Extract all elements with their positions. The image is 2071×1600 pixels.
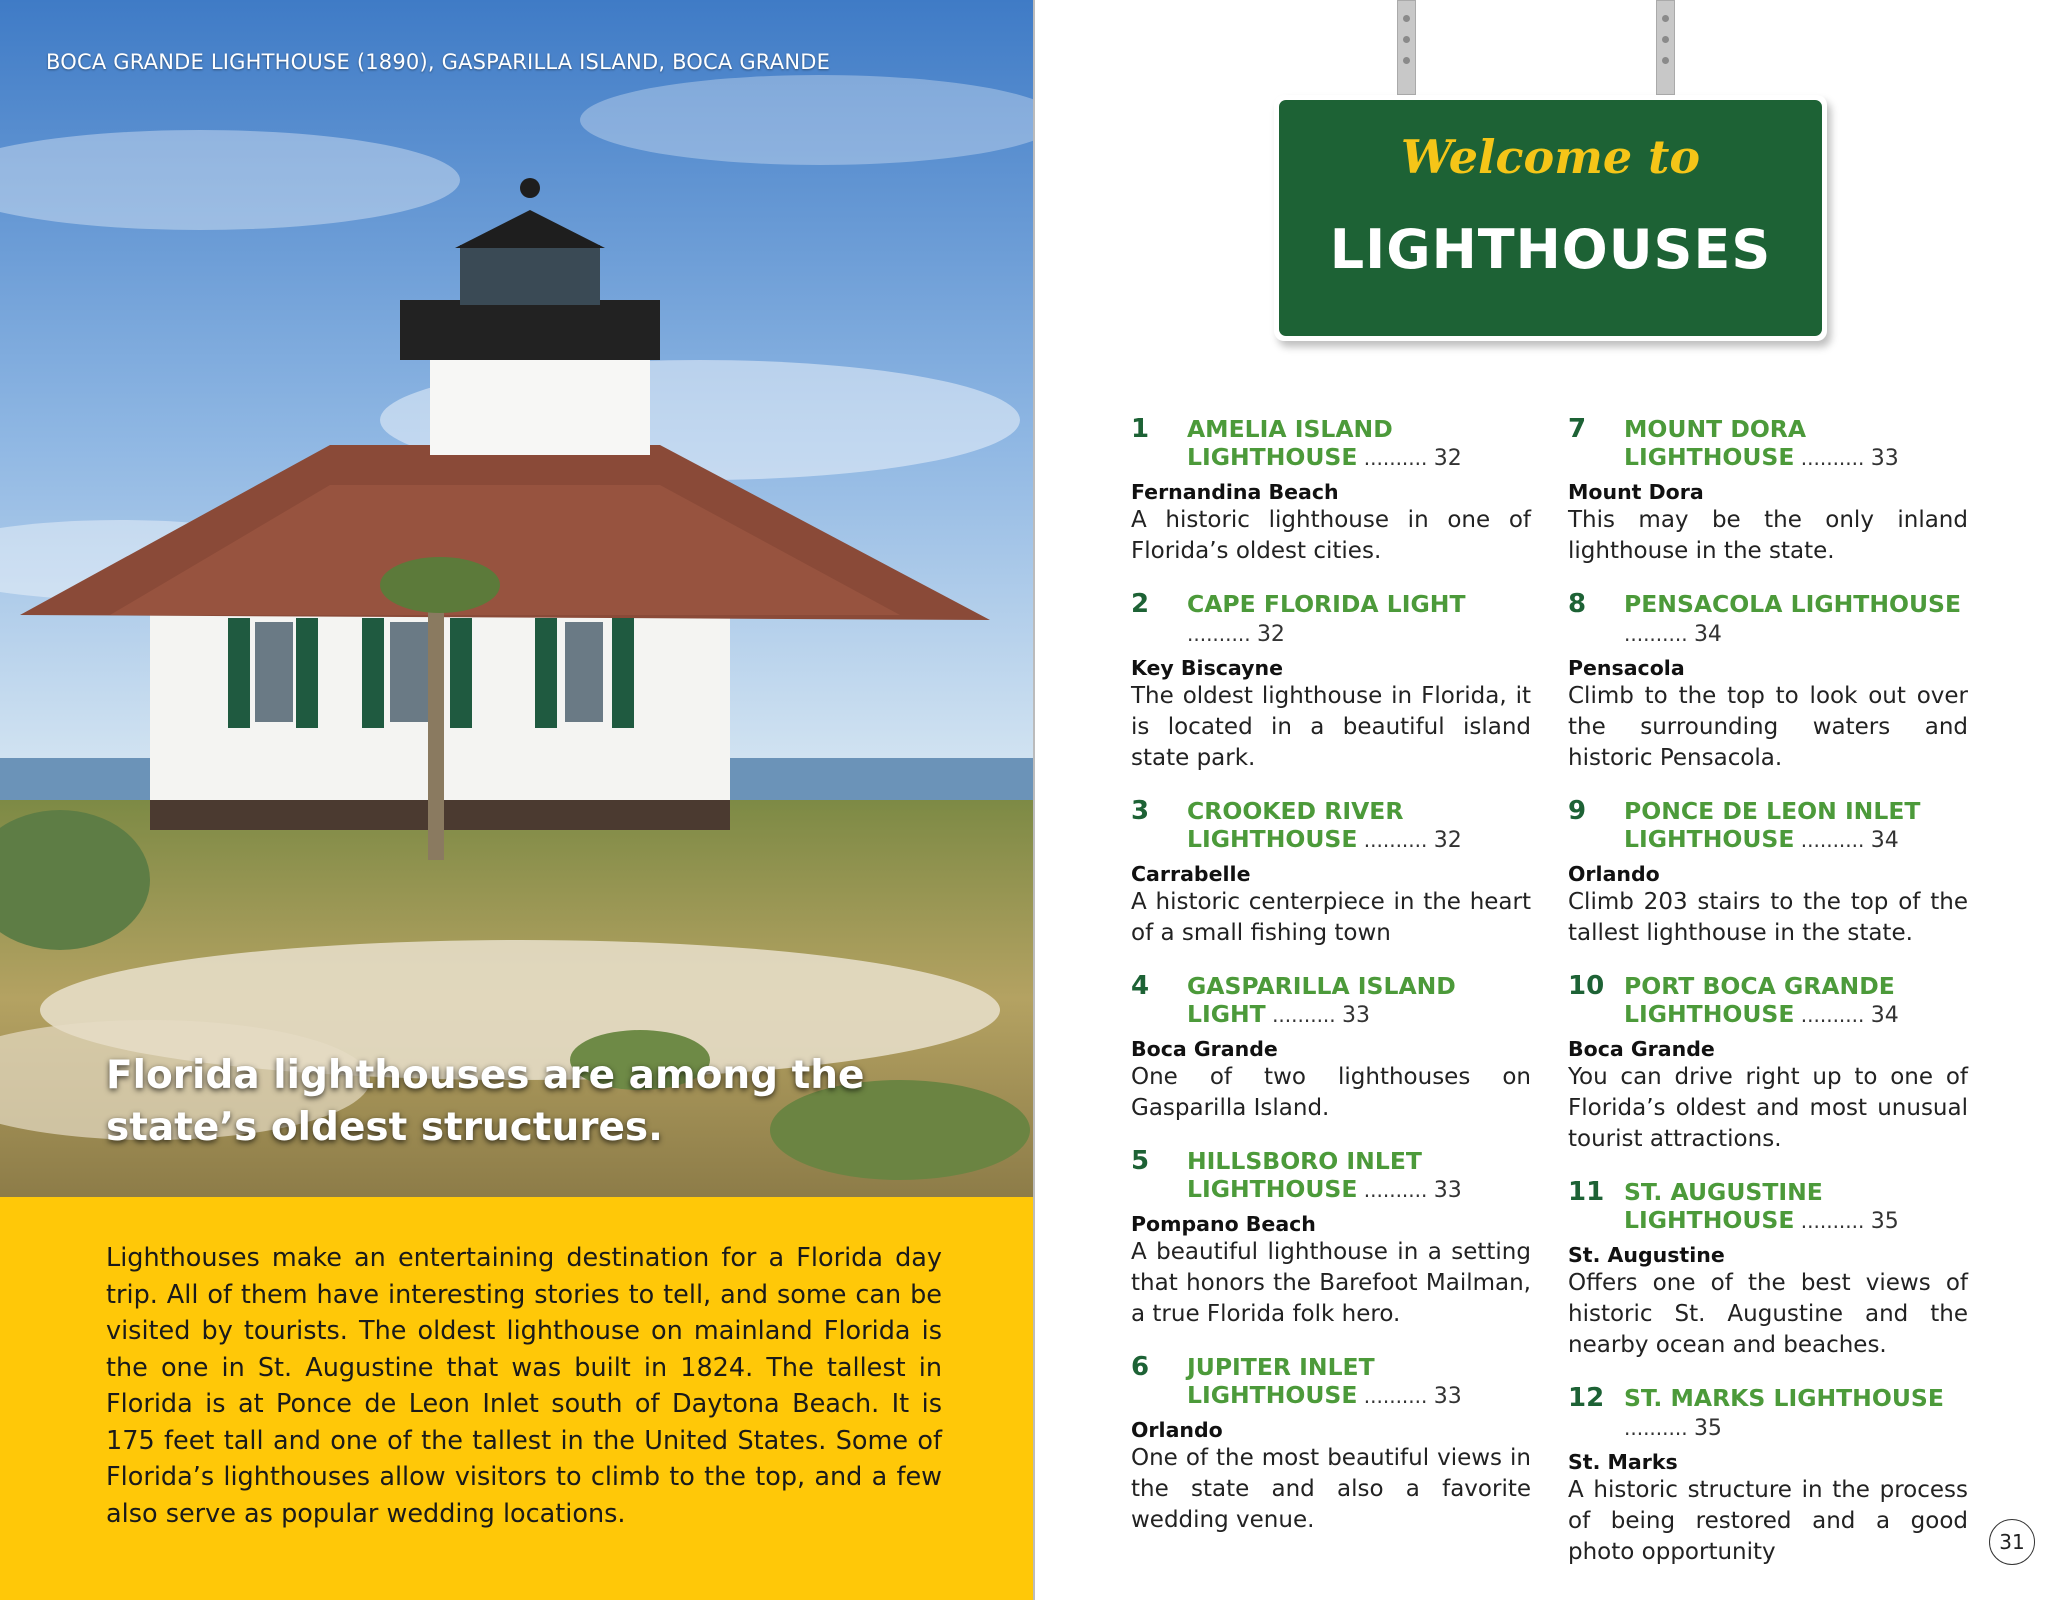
lighthouse-entry — [1131, 972, 1531, 1124]
lighthouse-entry — [1131, 1353, 1531, 1536]
entry-name: GASPARILLA ISLAND LIGHT — [1187, 972, 1456, 1028]
leader-dots: .......... — [1794, 1003, 1871, 1027]
entry-page: 33 — [1342, 1003, 1371, 1028]
entry-location: Pompano Beach — [1131, 1212, 1316, 1236]
headline: Florida lighthouses are among the state’s oldest structures. — [106, 1053, 865, 1150]
lighthouse-entry — [1568, 415, 1968, 567]
intro-text: Lighthouses make an entertaining destination for a Florida day trip. All of them have interesting stories to tell, and some can be visited by tourists. The oldest lighthouse on mainland Florida is the one in St. Augustine that was built in 1824. The tallest in Florida is at Ponce de Leon Inlet south of Daytona Beach. It is 175 feet tall and one of the tallest in the United States. Some of Florida’s lighthouses allow visitors to climb to the top, and a few also serve as popular wedding locations. — [106, 1243, 942, 1529]
entry-page: 33 — [1433, 1178, 1462, 1203]
leader-dots: .......... — [1187, 622, 1257, 646]
entries-column-left — [1131, 415, 1531, 1536]
sign-title: LIGHTHOUSES — [1329, 218, 1772, 281]
entry-number: 1 — [1131, 414, 1150, 444]
lighthouse-entry — [1131, 1147, 1531, 1330]
lighthouse-entry — [1568, 797, 1968, 949]
entry-description: Climb 203 stairs to the top of the tallest lighthouse in the state. — [1568, 889, 1968, 946]
entry-page: 32 — [1433, 446, 1462, 471]
entry-page: 34 — [1870, 1003, 1899, 1028]
entry-description: A historic centerpiece in the heart of a small fishing town — [1131, 889, 1531, 946]
entry-location: Carrabelle — [1131, 862, 1251, 886]
leader-dots: .......... — [1794, 1209, 1871, 1233]
leader-dots: .......... — [1794, 446, 1871, 470]
entry-name: HILLSBORO INLET LIGHTHOUSE — [1187, 1147, 1422, 1203]
page-number: 31 — [1989, 1519, 2035, 1565]
lighthouse-entry — [1131, 590, 1531, 774]
entry-location: Orlando — [1131, 1418, 1223, 1442]
entry-number: 3 — [1131, 796, 1150, 826]
lighthouse-entry — [1131, 797, 1531, 949]
lighthouse-entry — [1568, 972, 1968, 1155]
leader-dots: .......... — [1357, 828, 1434, 852]
entry-page: 33 — [1870, 446, 1899, 471]
leader-dots: .......... — [1357, 446, 1434, 470]
entry-description: A historic structure in the process of being restored and a good photo opportunity — [1568, 1477, 1968, 1565]
entry-name: ST. AUGUSTINE LIGHTHOUSE — [1624, 1178, 1823, 1234]
entry-description: A historic lighthouse in one of Florida’s oldest cities. — [1131, 507, 1531, 564]
entry-title — [1187, 797, 1531, 855]
lighthouse-photo — [0, 0, 1035, 1197]
leader-dots: .......... — [1624, 1416, 1694, 1440]
entry-title — [1624, 972, 1968, 1030]
entry-description: The oldest lighthouse in Florida, it is located in a beautiful island state park. — [1131, 683, 1531, 771]
entry-location: Fernandina Beach — [1131, 480, 1339, 504]
entry-description: One of the most beautiful views in the state and also a favorite wedding venue. — [1131, 1445, 1531, 1533]
entry-location: Boca Grande — [1131, 1037, 1278, 1061]
welcome-sign — [1274, 95, 1827, 341]
entry-description: This may be the only inland lighthouse in the state. — [1568, 507, 1968, 564]
entry-page: 33 — [1433, 1384, 1462, 1409]
entry-location: Orlando — [1568, 862, 1660, 886]
entry-number: 2 — [1131, 589, 1150, 619]
entry-name: CROOKED RIVER LIGHTHOUSE — [1187, 797, 1404, 853]
entry-title — [1624, 1178, 1968, 1236]
entry-name: PENSACOLA LIGHTHOUSE — [1624, 590, 1962, 618]
entry-name: CAPE FLORIDA LIGHT — [1187, 590, 1466, 618]
entry-title — [1624, 415, 1968, 473]
entry-location: Key Biscayne — [1131, 656, 1283, 680]
entry-title — [1187, 590, 1531, 649]
entry-title — [1624, 590, 1968, 649]
entry-name: ST. MARKS LIGHTHOUSE — [1624, 1384, 1944, 1412]
entry-location: Mount Dora — [1568, 480, 1704, 504]
entry-number: 4 — [1131, 971, 1150, 1001]
entry-name: PONCE DE LEON INLET LIGHTHOUSE — [1624, 797, 1921, 853]
entry-number: 10 — [1568, 971, 1605, 1001]
leader-dots: .......... — [1624, 622, 1694, 646]
entry-number: 8 — [1568, 589, 1587, 619]
entry-number: 5 — [1131, 1146, 1150, 1176]
entry-page: 35 — [1870, 1209, 1899, 1234]
entry-description: You can drive right up to one of Florida’s oldest and most unusual tourist attractions. — [1568, 1064, 1968, 1152]
leader-dots: .......... — [1357, 1384, 1434, 1408]
entry-description: A beautiful lighthouse in a setting that honors the Barefoot Mailman, a true Florida folk hero. — [1131, 1239, 1531, 1327]
entry-title — [1187, 972, 1531, 1030]
entry-page: 34 — [1870, 828, 1899, 853]
entry-page: 32 — [1433, 828, 1462, 853]
entry-page: 32 — [1256, 622, 1285, 647]
entry-location: St. Marks — [1568, 1450, 1678, 1474]
leader-dots: .......... — [1794, 828, 1871, 852]
entry-title — [1187, 1147, 1531, 1205]
lighthouse-entry — [1568, 1178, 1968, 1361]
entry-location: Pensacola — [1568, 656, 1685, 680]
lighthouse-entry — [1568, 590, 1968, 774]
entry-number: 7 — [1568, 414, 1587, 444]
entry-description: Offers one of the best views of historic St. Augustine and the nearby ocean and beaches. — [1568, 1270, 1968, 1358]
entry-number: 6 — [1131, 1352, 1150, 1382]
entries-column-right — [1568, 415, 1968, 1568]
entry-number: 9 — [1568, 796, 1587, 826]
entry-title — [1624, 1384, 1968, 1443]
leader-dots: .......... — [1265, 1003, 1343, 1027]
sign-post-left — [1397, 0, 1416, 95]
lighthouse-entry — [1568, 1384, 1968, 1568]
entry-location: St. Augustine — [1568, 1243, 1725, 1267]
entry-location: Boca Grande — [1568, 1037, 1715, 1061]
entry-description: One of two lighthouses on Gasparilla Island. — [1131, 1064, 1531, 1121]
entry-page: 34 — [1693, 622, 1722, 647]
entry-title — [1624, 797, 1968, 855]
entry-number: 12 — [1568, 1383, 1605, 1413]
entry-description: Climb to the top to look out over the surrounding waters and historic Pensacola. — [1568, 683, 1968, 771]
sign-welcome-text: Welcome to — [1400, 130, 1701, 184]
right-page — [1036, 0, 2071, 1600]
entry-name: MOUNT DORA LIGHTHOUSE — [1624, 415, 1807, 471]
entry-name: PORT BOCA GRANDE LIGHTHOUSE — [1624, 972, 1895, 1028]
entry-name: AMELIA ISLAND LIGHTHOUSE — [1187, 415, 1393, 471]
sign-post-right — [1656, 0, 1675, 95]
entry-title — [1187, 1353, 1531, 1411]
lighthouse-entry — [1131, 415, 1531, 567]
entry-name: JUPITER INLET LIGHTHOUSE — [1187, 1353, 1375, 1409]
entry-title — [1187, 415, 1531, 473]
left-page — [0, 0, 1035, 1600]
entry-number: 11 — [1568, 1177, 1605, 1207]
entry-page: 35 — [1693, 1416, 1722, 1441]
photo-caption: BOCA GRANDE LIGHTHOUSE (1890), GASPARILLA ISLAND, BOCA GRANDE — [46, 50, 831, 74]
leader-dots: .......... — [1357, 1178, 1434, 1202]
